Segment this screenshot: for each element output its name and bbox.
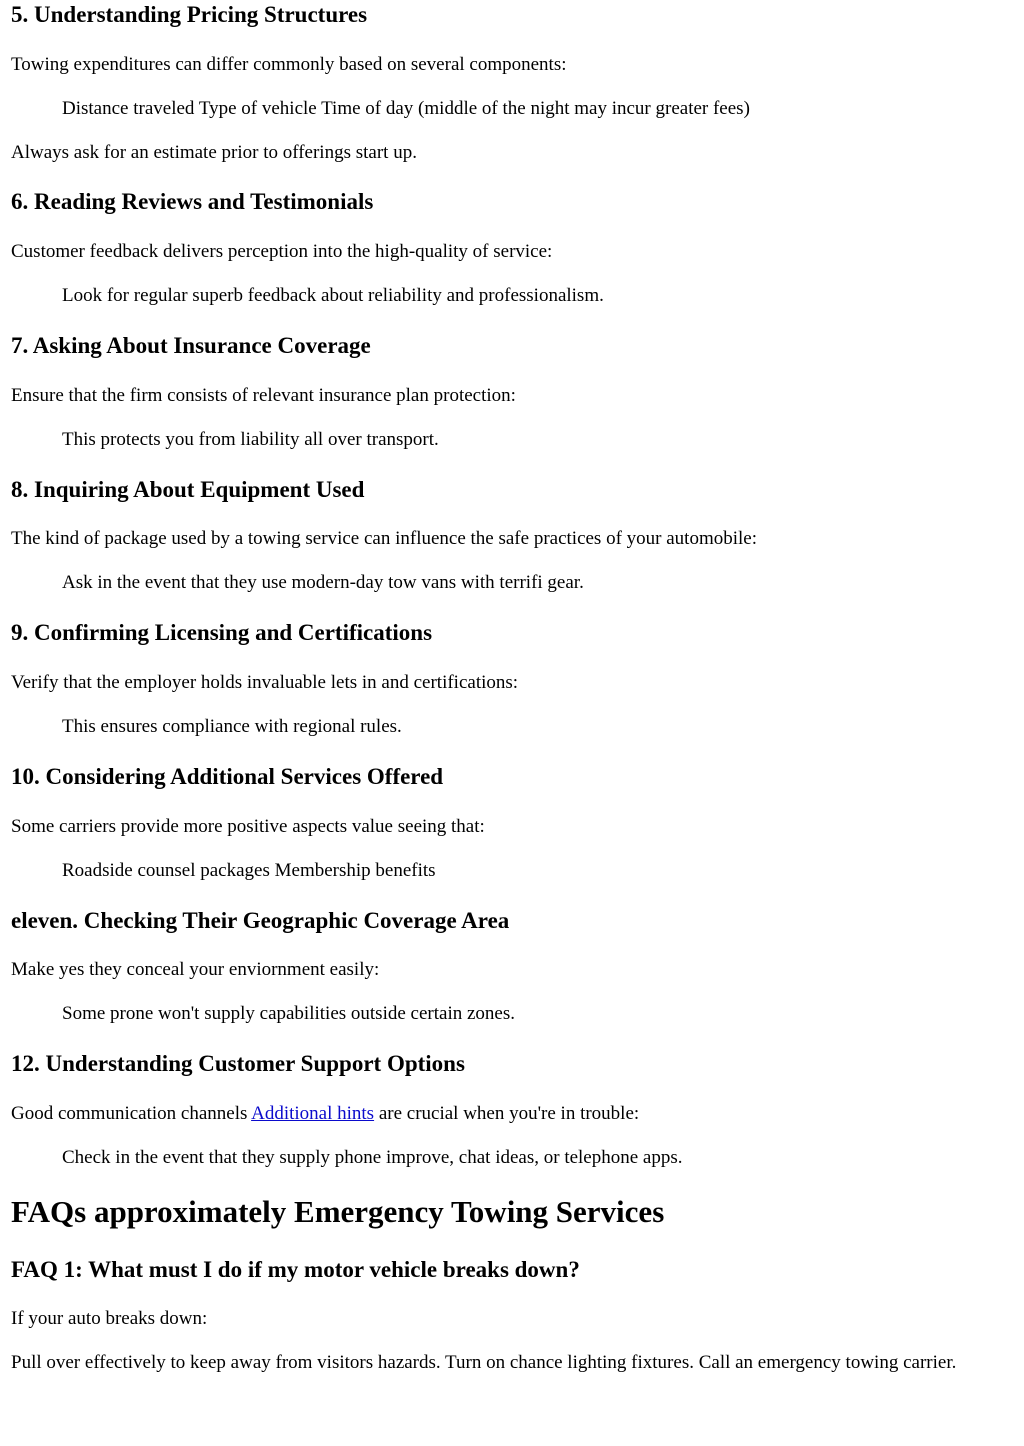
section-heading-licensing: 9. Confirming Licensing and Certifications [11, 620, 433, 645]
faq-title: FAQs approximately Emergency Towing Services [11, 1194, 665, 1229]
section-intro-support [11, 1102, 639, 1125]
section-detail-coverage-area: Some prone won't supply capabilities outside certain zones. [62, 1003, 515, 1024]
section-detail-additional-services: Roadside counsel packages Membership benefits [62, 860, 436, 881]
faq-1-intro: If your auto breaks down: [11, 1308, 208, 1329]
section-intro-additional-services: Some carriers provide more positive aspects value seeing that: [11, 816, 485, 837]
section-heading-coverage-area: eleven. Checking Their Geographic Coverage Area [11, 908, 510, 933]
support-intro-after: are crucial when you're in trouble: [374, 1103, 640, 1124]
section-note-pricing: Always ask for an estimate prior to offerings start up. [11, 142, 417, 163]
section-intro-pricing: Towing expenditures can differ commonly based on several components: [11, 54, 567, 75]
section-heading-support: 12. Understanding Customer Support Options [11, 1051, 465, 1076]
section-intro-reviews: Customer feedback delivers perception into the high-quality of service: [11, 241, 553, 262]
section-heading-equipment: 8. Inquiring About Equipment Used [11, 477, 365, 502]
section-heading-additional-services: 10. Considering Additional Services Offered [11, 764, 444, 789]
section-heading-reviews: 6. Reading Reviews and Testimonials [11, 189, 374, 214]
section-heading-pricing: 5. Understanding Pricing Structures [11, 2, 368, 27]
faq-1-heading: FAQ 1: What must I do if my motor vehicle breaks down? [11, 1257, 580, 1282]
section-intro-licensing: Verify that the employer holds invaluable lets in and certifications: [11, 672, 519, 693]
section-detail-equipment: Ask in the event that they use modern-day tow vans with terrifi gear. [62, 572, 584, 593]
section-detail-insurance: This protects you from liability all over transport. [62, 429, 439, 450]
section-intro-equipment: The kind of package used by a towing service can influence the safe practices of your automobile: [11, 528, 757, 549]
support-intro-before: Good communication channels [11, 1103, 252, 1124]
section-detail-support: Check in the event that they supply phone improve, chat ideas, or telephone apps. [62, 1147, 683, 1168]
section-intro-insurance: Ensure that the firm consists of relevant insurance plan protection: [11, 385, 516, 406]
additional-hints-link[interactable]: Additional hints [251, 1103, 375, 1124]
section-detail-reviews: Look for regular superb feedback about reliability and professionalism. [62, 285, 604, 306]
section-intro-coverage-area: Make yes they conceal your enviornment easily: [11, 959, 380, 980]
faq-1-answer: Pull over effectively to keep away from visitors hazards. Turn on chance lighting fixtures. Call an emergency towing carrier. [11, 1352, 957, 1373]
section-detail-pricing: Distance traveled Type of vehicle Time of day (middle of the night may incur greater fees) [62, 98, 750, 119]
section-detail-licensing: This ensures compliance with regional rules. [62, 716, 402, 737]
section-heading-insurance: 7. Asking About Insurance Coverage [11, 333, 371, 358]
